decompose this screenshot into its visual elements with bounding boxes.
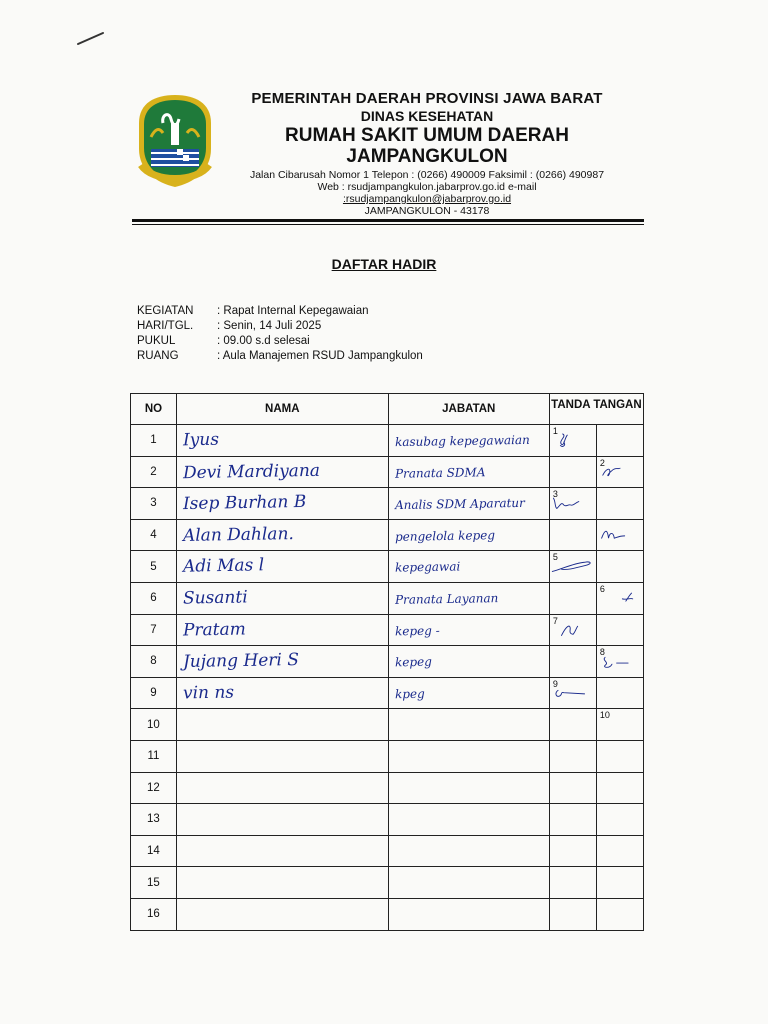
- row-nama-cell: [176, 456, 388, 488]
- table-header-row: [131, 394, 644, 425]
- row-nama-cell: [176, 898, 388, 930]
- signature-cell-right: [596, 804, 643, 836]
- signature-number: 3: [552, 489, 558, 500]
- table-row: [131, 614, 644, 646]
- address-line: Jalan Cibarusah Nomor 1 Telepon : (0266) 490009 Faksimil : (0266) 490987: [249, 169, 605, 181]
- info-key: PUKUL: [137, 334, 176, 347]
- signature-cell-left: [549, 614, 596, 646]
- jawa-barat-logo: [133, 93, 217, 189]
- signature-cell-left: [549, 519, 596, 551]
- table-row: [131, 835, 644, 867]
- row-jabatan-cell: [388, 582, 549, 614]
- document-title: DAFTAR HADIR: [331, 256, 437, 272]
- tanda-tangan-label: TANDA TANGAN: [551, 399, 642, 411]
- handwritten-name: Devi Mardiyana: [182, 460, 320, 483]
- row-number: 1: [131, 425, 177, 457]
- department-name: DINAS KESEHATAN: [360, 108, 494, 124]
- signature-cell-right: [596, 425, 643, 457]
- signature-cell-right: [596, 835, 643, 867]
- signature-cell-right: [596, 677, 643, 709]
- row-jabatan-cell: [388, 835, 549, 867]
- signature-cell-right: [596, 582, 643, 614]
- handwritten-jabatan: kasubag kepegawaian: [394, 432, 530, 450]
- row-jabatan-cell: [388, 425, 549, 457]
- row-number: 10: [131, 709, 177, 741]
- table-row: [131, 456, 644, 488]
- row-jabatan-cell: [388, 646, 549, 678]
- handwritten-jabatan: Pranata Layanan: [394, 591, 499, 607]
- row-jabatan-cell: [388, 488, 549, 520]
- handwritten-name: Isep Burhan B: [182, 492, 307, 515]
- signature-cell-left: [549, 582, 596, 614]
- signature-cell-left: [549, 646, 596, 678]
- table-row: [131, 488, 644, 520]
- info-value: : Rapat Internal Kepegawaian: [217, 304, 369, 317]
- handwritten-name: Susanti: [182, 587, 248, 609]
- web-line: Web : rsudjampangkulon.jabarprov.go.id e-mail: [317, 181, 537, 193]
- handwritten-jabatan: Analis SDM Aparatur: [394, 496, 525, 513]
- signature-cell-left: [549, 740, 596, 772]
- row-number: 13: [131, 804, 177, 836]
- table-row: [131, 867, 644, 899]
- table-row: [131, 677, 644, 709]
- row-jabatan-cell: [388, 614, 549, 646]
- row-number: 6: [131, 582, 177, 614]
- government-name: PEMERINTAH DAERAH PROVINSI JAWA BARAT: [251, 90, 603, 107]
- signature-cell-left: [549, 425, 596, 457]
- signature-cell-right: [596, 551, 643, 583]
- handwritten-jabatan: Pranata SDMA: [394, 464, 486, 481]
- signature-cell-right: [596, 519, 643, 551]
- handwritten-jabatan: kepeg -: [394, 623, 440, 638]
- handwritten-jabatan: pengelola kepeg: [394, 527, 495, 544]
- row-number: 11: [131, 740, 177, 772]
- signature-cell-left: [549, 677, 596, 709]
- row-nama-cell: [176, 582, 388, 614]
- row-jabatan-cell: [388, 551, 549, 583]
- row-number: 3: [131, 488, 177, 520]
- row-jabatan-cell: [388, 740, 549, 772]
- info-row: [137, 333, 423, 348]
- attendance-table: [130, 393, 644, 931]
- info-value: : 09.00 s.d selesai: [217, 334, 310, 347]
- signature: [550, 425, 596, 456]
- row-nama-cell: [176, 551, 388, 583]
- signature: [550, 551, 596, 582]
- signature-cell-left: [549, 709, 596, 741]
- row-nama-cell: [176, 772, 388, 804]
- row-jabatan-cell: [388, 804, 549, 836]
- signature-cell-left: [549, 835, 596, 867]
- handwritten-name: vin ns: [182, 682, 235, 704]
- signature-number: 2: [599, 457, 605, 468]
- signature-cell-left: [549, 867, 596, 899]
- signature-cell-right: [596, 709, 643, 741]
- signature-number: 6: [599, 583, 605, 594]
- handwritten-jabatan: kepegawai: [394, 559, 461, 575]
- signature-cell-left: [549, 804, 596, 836]
- col-header-no: NO: [131, 394, 177, 425]
- row-number: 16: [131, 898, 177, 930]
- handwritten-name: Pratam: [182, 619, 246, 641]
- signature-number: 5: [552, 552, 558, 563]
- row-number: 7: [131, 614, 177, 646]
- signature-cell-left: [549, 898, 596, 930]
- row-jabatan-cell: [388, 519, 549, 551]
- signature-number: 10: [599, 710, 610, 721]
- signature-cell-right: [596, 646, 643, 678]
- signature: [550, 488, 596, 519]
- handwritten-name: Iyus: [182, 429, 220, 451]
- info-value: : Aula Manajemen RSUD Jampangkulon: [217, 349, 423, 362]
- row-jabatan-cell: [388, 772, 549, 804]
- info-row: [137, 303, 423, 318]
- col-header-nama: NAMA: [176, 394, 388, 425]
- table-row: [131, 804, 644, 836]
- row-nama-cell: [176, 740, 388, 772]
- row-nama-cell: [176, 677, 388, 709]
- row-jabatan-cell: [388, 898, 549, 930]
- info-key: RUANG: [137, 349, 179, 362]
- row-number: 15: [131, 867, 177, 899]
- row-number: 8: [131, 646, 177, 678]
- signature: [597, 583, 643, 614]
- signature-cell-left: [549, 551, 596, 583]
- signature-cell-right: [596, 614, 643, 646]
- table-row: [131, 709, 644, 741]
- handwritten-jabatan: kpeg: [394, 686, 425, 702]
- signature-number: 8: [599, 647, 605, 658]
- row-number: 12: [131, 772, 177, 804]
- row-jabatan-cell: [388, 709, 549, 741]
- row-nama-cell: [176, 835, 388, 867]
- info-value: : Senin, 14 Juli 2025: [217, 319, 322, 332]
- row-nama-cell: [176, 519, 388, 551]
- row-jabatan-cell: [388, 867, 549, 899]
- signature-cell-right: [596, 867, 643, 899]
- postal-line: JAMPANGKULON - 43178: [364, 205, 490, 217]
- table-row: [131, 582, 644, 614]
- signature-cell-left: [549, 488, 596, 520]
- row-nama-cell: [176, 804, 388, 836]
- col-header-jabatan: JABATAN: [388, 394, 549, 425]
- handwritten-name: Alan Dahlan.: [182, 523, 294, 546]
- table-row: [131, 740, 644, 772]
- row-jabatan-cell: [388, 677, 549, 709]
- signature-number: 9: [552, 678, 558, 689]
- letterhead: [222, 90, 632, 217]
- signature: [597, 646, 643, 677]
- row-number: 4: [131, 519, 177, 551]
- signature-cell-left: [549, 456, 596, 488]
- signature: [550, 678, 596, 709]
- signature-cell-right: [596, 488, 643, 520]
- email-line[interactable]: :rsudjampangkulon@jabarprov.go.id: [342, 193, 512, 205]
- row-number: 9: [131, 677, 177, 709]
- signature-number: 7: [552, 615, 558, 626]
- signature-cell-right: [596, 456, 643, 488]
- row-number: 2: [131, 456, 177, 488]
- signature: [597, 520, 643, 551]
- signature-number: 1: [552, 426, 558, 436]
- row-nama-cell: [176, 425, 388, 457]
- signature-cell-left: [549, 772, 596, 804]
- row-number: 5: [131, 551, 177, 583]
- row-nama-cell: [176, 614, 388, 646]
- row-number: 14: [131, 835, 177, 867]
- info-row: [137, 318, 423, 333]
- row-nama-cell: [176, 867, 388, 899]
- table-row: [131, 772, 644, 804]
- signature: [597, 457, 643, 488]
- handwritten-name: Adi Mas l: [182, 555, 265, 578]
- row-nama-cell: [176, 709, 388, 741]
- table-row: [131, 646, 644, 678]
- hospital-name: RUMAH SAKIT UMUM DAERAH: [285, 125, 569, 146]
- table-row: [131, 425, 644, 457]
- row-nama-cell: [176, 646, 388, 678]
- row-nama-cell: [176, 488, 388, 520]
- meeting-info: [137, 303, 423, 363]
- table-row: [131, 551, 644, 583]
- info-key: HARI/TGL.: [137, 319, 194, 332]
- table-row: [131, 898, 644, 930]
- signature-cell-right: [596, 740, 643, 772]
- signature: [550, 615, 596, 646]
- hospital-location: JAMPANGKULON: [346, 146, 508, 167]
- header-divider: [132, 219, 644, 222]
- info-row: [137, 348, 423, 363]
- info-key: KEGIATAN: [137, 304, 194, 317]
- handwritten-name: Jujang Heri S: [182, 650, 299, 673]
- col-header-tanda-tangan: [549, 394, 643, 425]
- signature-cell-right: [596, 772, 643, 804]
- table-row: [131, 519, 644, 551]
- handwritten-jabatan: kepeg: [394, 654, 432, 670]
- signature-cell-right: [596, 898, 643, 930]
- row-jabatan-cell: [388, 456, 549, 488]
- pen-mark: [76, 30, 106, 46]
- header-divider-thin: [132, 224, 644, 225]
